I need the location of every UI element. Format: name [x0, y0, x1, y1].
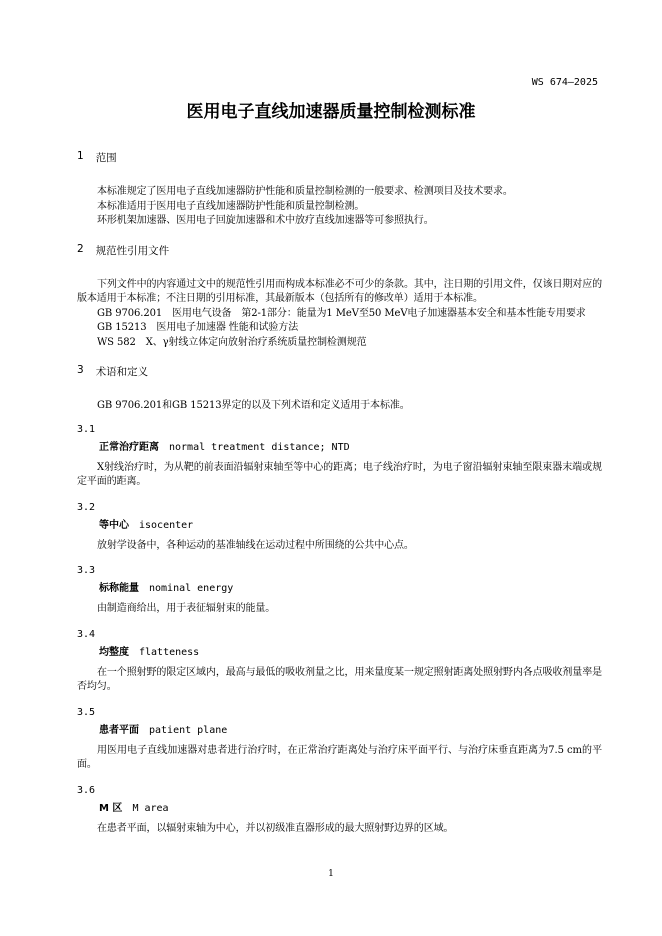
term-name-zh: 均整度	[99, 646, 129, 658]
document-title: 医用电子直线加速器质量控制检测标准	[186, 102, 476, 122]
term-name-en: patient plane	[149, 724, 228, 736]
document-body	[77, 150, 602, 836]
term-name	[77, 516, 602, 531]
references-paragraph: 下列文件中的内容通过文中的规范性引用而构成本标准必不可少的条款。其中，注日期的引用文件，仅该日期对应的版本适用于本标准；不注日期的引用标准，其最新版本（包括所有的修改单）适用于本标准。	[77, 278, 602, 304]
reference-item: GB 15213 医用电子加速器 性能和试验方法	[97, 322, 299, 333]
section-title: 术语和定义	[95, 366, 149, 378]
term-definition: 在患者平面，以辐射束轴为中心，并以初级准直器形成的最大照射野边界的区域。	[97, 822, 454, 834]
scope-paragraph: 本标准规定了医用电子直线加速器防护性能和质量控制检测的一般要求、检测项目及技术要求。	[97, 186, 513, 197]
term-name-en: flatteness	[139, 646, 200, 658]
term-name-zh: 正常治疗距离	[99, 441, 159, 453]
term-number: 3.4	[77, 628, 96, 640]
term-number: 3.6	[77, 784, 96, 796]
term-definition: 由制造商给出，用于表征辐射束的能量。	[97, 603, 276, 614]
section-heading-references	[77, 243, 602, 258]
section-title: 范围	[95, 152, 117, 164]
term-name-zh: 标称能量	[99, 583, 139, 594]
term-definition: 放射学设备中，各种运动的基准轴线在运动过程中所围绕的公共中心点。	[97, 539, 414, 551]
section-title: 规范性引用文件	[95, 244, 170, 257]
term-name-en: isocenter	[139, 519, 194, 531]
term-definition: 用医用电子直线加速器对患者进行治疗时，在正常治疗距离处与治疗床平面平行、与治疗床垂直距离为7.5 cm的平面。	[77, 744, 602, 770]
scope-paragraph: 本标准适用于医用电子直线加速器防护性能和质量控制检测。	[97, 200, 365, 212]
term-name	[77, 579, 602, 594]
term-name	[77, 643, 602, 658]
section-number: 3	[77, 364, 84, 376]
term-name-en: M area	[132, 802, 169, 814]
section-heading-scope	[77, 150, 602, 165]
term-number: 3.3	[77, 565, 96, 576]
term-number: 3.2	[77, 501, 96, 513]
term-name	[77, 799, 602, 814]
section-number: 2	[77, 242, 84, 255]
term-name	[77, 438, 602, 453]
term-name-en: nominal energy	[149, 583, 234, 594]
term-name-en: normal treatment distance; NTD	[169, 441, 350, 453]
term-number: 3.5	[77, 706, 96, 718]
reference-item: WS 582 X、γ射线立体定向放射治疗系统质量控制检测规范	[97, 336, 367, 348]
term-definition: X射线治疗时，为从靶的前表面沿辐射束轴至等中心的距离；电子线治疗时，为电子窗沿辐射束轴至限束器末端或规定平面的距离。	[77, 461, 602, 487]
term-name-zh: 等中心	[99, 519, 129, 531]
term-name-zh: M 区	[99, 802, 123, 814]
scope-paragraph: 环形机架加速器、医用电子回旋加速器和术中放疗直线加速器等可参照执行。	[97, 215, 434, 226]
reference-item: GB 9706.201 医用电气设备 第2-1部分：能量为1 MeV至50 MeV电子加速器基本安全和基本性能专用要求	[97, 307, 586, 319]
term-name-zh: 患者平面	[99, 724, 139, 736]
section-heading-terms	[77, 364, 602, 379]
term-definition: 在一个照射野的限定区域内，最高与最低的吸收剂量之比，用来量度某一规定照射距离处照射野内各点吸收剂量率是否均匀。	[77, 666, 602, 692]
term-number: 3.1	[77, 423, 96, 435]
section-number: 1	[77, 150, 84, 162]
terms-intro: GB 9706.201和GB 15213界定的以及下列术语和定义适用于本标准。	[97, 400, 410, 411]
term-name	[77, 721, 602, 736]
page-number: 1	[328, 869, 334, 879]
standard-number: WS 674—2025	[531, 77, 598, 88]
